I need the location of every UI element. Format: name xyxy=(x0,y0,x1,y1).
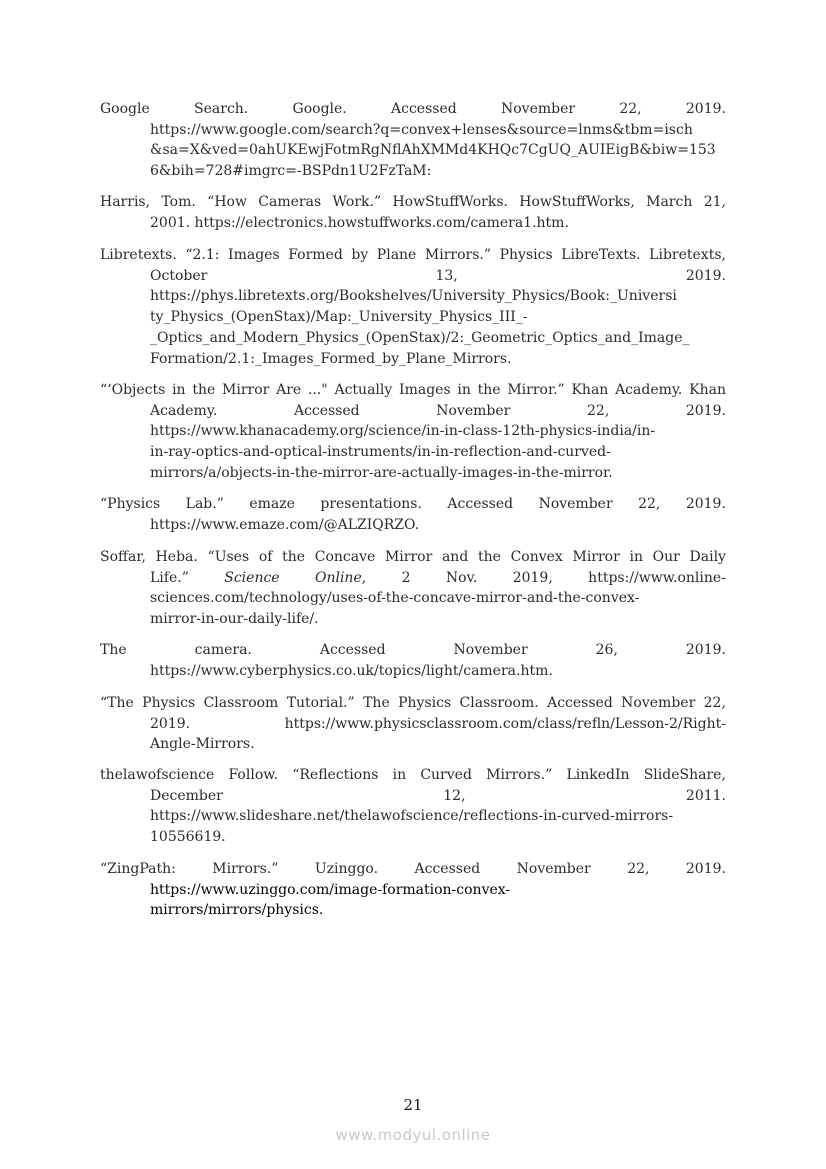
reference-word: 2011. xyxy=(685,787,726,804)
reference-word: 22, xyxy=(619,101,642,117)
reference-word: the xyxy=(477,382,501,398)
reference-word: The xyxy=(100,642,127,658)
reference-word: March xyxy=(646,194,693,210)
reference-word: in xyxy=(392,767,407,783)
reference-word: Physics xyxy=(398,695,452,711)
reference-word: Concave xyxy=(314,549,376,565)
reference-word: Formed xyxy=(288,247,343,263)
reference-line: sciences.com/technology/uses-of-the-concave-mirror-and-the-convex- xyxy=(150,590,640,607)
reference-word: Cameras xyxy=(258,194,322,210)
reference-word: “Physics xyxy=(100,496,161,512)
reference-word: Our xyxy=(652,549,680,565)
reference-line xyxy=(150,714,726,734)
reference-word: Mirrors.” xyxy=(424,247,492,263)
reference-word: Mirrors.” xyxy=(486,767,553,783)
reference-line xyxy=(150,786,726,806)
reference-word: “Uses xyxy=(207,549,250,565)
reference-word: LibreTexts. xyxy=(561,247,641,263)
reference-word: November xyxy=(436,402,511,419)
reference-entry xyxy=(100,494,726,514)
reference-line: mirrors/a/objects-in-the-mirror-are-actually-images-in-the-mirror. xyxy=(150,464,613,481)
reference-word: 26, xyxy=(595,642,618,658)
reference-word: Physics xyxy=(499,247,553,263)
reference-word: “2.1: xyxy=(185,247,220,263)
reference-word: Classroom xyxy=(203,695,279,711)
reference-word: 2019. xyxy=(150,715,191,732)
watermark: www.modyul.online xyxy=(335,1126,491,1144)
reference-word: https://www.online- xyxy=(588,569,726,586)
reference-line: https://www.cyberphysics.co.uk/topics/light/camera.htm. xyxy=(150,662,553,679)
reference-line: in-ray-optics-and-optical-instruments/in-in-reflection-and-curved- xyxy=(150,444,611,461)
reference-word: in xyxy=(457,382,471,398)
reference-word: HowStuffWorks. xyxy=(392,194,508,210)
reference-word: Mirrors.” xyxy=(212,861,279,877)
reference-word: of xyxy=(258,549,273,565)
reference-word: “ZingPath: xyxy=(100,861,176,877)
reference-word: 21, xyxy=(703,194,726,210)
reference-word: 22, xyxy=(587,402,610,419)
reference-line: 2001. https://electronics.howstuffworks.com/camera1.htm. xyxy=(150,214,569,231)
reference-word: November xyxy=(453,642,528,658)
reference-entry xyxy=(100,859,726,879)
reference-word: Tom. xyxy=(161,194,196,210)
reference-word: Accessed xyxy=(547,695,613,711)
reference-word: Plane xyxy=(376,247,417,263)
reference-word: November xyxy=(621,695,696,711)
reference-word: 2 xyxy=(401,569,411,586)
reference-word: Accessed xyxy=(414,861,481,877)
reference-word: 22, xyxy=(703,695,726,711)
reference-line: https://www.google.com/search?q=convex+lenses&source=lnms&tbm=isch xyxy=(150,121,693,138)
reference-word: Accessed xyxy=(447,496,514,512)
reference-word: Search. xyxy=(194,101,249,117)
reference-word: October xyxy=(150,267,208,284)
reference-line: &sa=X&ved=0ahUKEwjFotmRgNflAhXMMd4KHQc7CgUQ_AUIEigB&biw=153 xyxy=(150,142,716,159)
reference-word: in xyxy=(629,549,643,565)
reference-word: Physics xyxy=(142,695,196,711)
reference-word: Mirror.” xyxy=(507,382,565,398)
reference-word: 13, xyxy=(435,267,458,284)
reference-entry xyxy=(100,99,726,119)
reference-word: November xyxy=(500,101,576,117)
reference-word: SlideShare, xyxy=(643,767,726,783)
reference-word: Daily xyxy=(689,549,726,565)
reference-word: Curved xyxy=(420,767,472,783)
reference-word: November xyxy=(516,861,591,877)
reference-word: Academy. xyxy=(150,402,218,419)
reference-word: Images xyxy=(228,247,280,263)
reference-entry xyxy=(100,547,726,567)
reference-line: Formation/2.1:_Images_Formed_by_Plane_Mirrors. xyxy=(150,350,512,367)
reference-word: Accessed xyxy=(391,101,457,117)
reference-entry xyxy=(100,192,726,212)
reference-word: Libretexts, xyxy=(649,247,726,263)
reference-word: Khan xyxy=(571,382,609,398)
reference-word: 2019. xyxy=(685,496,726,512)
reference-word: Nov. xyxy=(445,569,478,586)
reference-word: The xyxy=(363,695,390,711)
reference-line: 10556619. xyxy=(150,829,226,846)
reference-line: https://www.khanacademy.org/science/in-in-class-12th-physics-india/in- xyxy=(150,423,656,440)
reference-word: Libretexts. xyxy=(100,247,177,263)
reference-word: 2019. xyxy=(685,267,726,284)
reference-word: Life.” xyxy=(150,569,189,586)
reference-word: in xyxy=(172,382,186,398)
reference-word: Follow. xyxy=(228,767,279,783)
reference-word: Classroom. xyxy=(459,695,539,711)
reference-word: Khan xyxy=(689,382,726,398)
reference-word: by xyxy=(351,247,369,263)
reference-word: Work.” xyxy=(332,194,382,210)
reference-word: Accessed xyxy=(293,402,360,419)
reference-word: Online, xyxy=(314,569,367,586)
reference-word: 2019. xyxy=(685,861,726,877)
reference-word: 2019, xyxy=(512,569,553,586)
reference-line: https://phys.libretexts.org/Bookshelves/University_Physics/Book:_Universi xyxy=(150,288,677,305)
reference-word: December xyxy=(150,787,223,804)
reference-word: the xyxy=(192,382,216,398)
reference-word: camera. xyxy=(194,642,252,658)
reference-line: Angle-Mirrors. xyxy=(150,736,255,753)
reference-word: 22, xyxy=(627,861,650,877)
reference-word: November xyxy=(538,496,613,512)
reference-word: Convex xyxy=(510,549,563,565)
reference-word: presentations. xyxy=(320,496,422,512)
reference-word: Google xyxy=(100,101,150,117)
reference-word: Google. xyxy=(292,101,347,117)
reference-word: Accessed xyxy=(319,642,386,658)
reference-entry xyxy=(100,765,726,785)
reference-word: Harris, xyxy=(100,194,151,210)
reference-word: “How xyxy=(207,194,247,210)
reference-entry xyxy=(100,245,726,265)
reference-line: ty_Physics_(OpenStax)/Map:_University_Physics_III_- xyxy=(150,309,528,326)
reference-word: Images xyxy=(399,382,451,398)
reference-word: Tutorial.” xyxy=(286,695,355,711)
page-number: 21 xyxy=(403,1096,423,1114)
reference-word: Are xyxy=(276,382,302,398)
reference-word: Mirror xyxy=(384,549,433,565)
reference-line xyxy=(150,568,726,588)
reference-word: Soffar, xyxy=(100,549,146,565)
reference-word: 12, xyxy=(443,787,466,804)
reference-word: ..." xyxy=(307,382,328,398)
reference-word: 2019. xyxy=(685,642,726,658)
reference-word: Mirror xyxy=(222,382,270,398)
reference-line: 6&bih=728#imgrc=-BSPdn1U2FzTaM: xyxy=(150,163,432,180)
reference-word: “‘Objects xyxy=(100,382,166,398)
reference-word: Heba. xyxy=(155,549,198,565)
reference-entry xyxy=(100,380,726,400)
reference-line: mirrors/mirrors/physics. xyxy=(150,902,324,919)
reference-word: the xyxy=(282,549,306,565)
reference-word: the xyxy=(477,549,501,565)
reference-word: Uzinggo. xyxy=(314,861,379,877)
reference-word: Mirror xyxy=(572,549,620,565)
reference-word: 2019. xyxy=(685,101,726,117)
reference-word: https://www.physicsclassroom.com/class/refln/Lesson-2/Right- xyxy=(284,715,726,732)
reference-word: LinkedIn xyxy=(566,767,630,783)
reference-entry xyxy=(100,693,726,713)
reference-line: https://www.slideshare.net/thelawofscience/reflections-in-curved-mirrors- xyxy=(150,808,674,825)
reference-line xyxy=(150,401,726,421)
reference-word: Academy. xyxy=(615,382,683,398)
reference-word: Lab.” xyxy=(185,496,224,512)
reference-line: https://www.uzinggo.com/image-formation-convex- xyxy=(150,881,511,898)
reference-word: emaze xyxy=(249,496,295,512)
reference-word: “Reflections xyxy=(292,767,379,783)
reference-entry xyxy=(100,640,726,660)
reference-word: 2019. xyxy=(685,402,726,419)
reference-word: Science xyxy=(224,569,280,586)
reference-line: https://www.emaze.com/@ALZIQRZO. xyxy=(150,516,420,533)
reference-line xyxy=(150,266,726,286)
reference-word: “The xyxy=(100,695,134,711)
reference-line: mirror-in-our-daily-life/. xyxy=(150,611,319,628)
reference-word: thelawofscience xyxy=(100,767,215,783)
reference-line: _Optics_and_Modern_Physics_(OpenStax)/2:_Geometric_Optics_and_Image_ xyxy=(150,329,690,346)
reference-word: 22, xyxy=(638,496,661,512)
reference-word: HowStuffWorks, xyxy=(519,194,635,210)
reference-word: and xyxy=(441,549,469,565)
reference-word: Actually xyxy=(334,382,393,398)
